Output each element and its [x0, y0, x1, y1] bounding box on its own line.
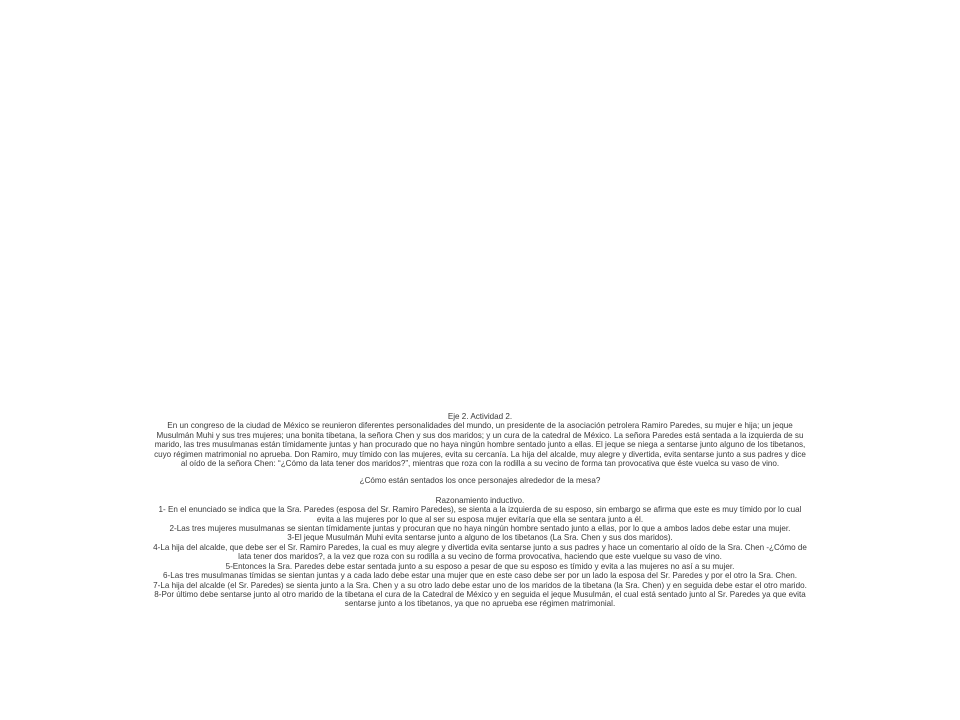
document-title: Eje 2. Actividad 2.	[447, 412, 513, 421]
step-7: 7-La hija del alcalde (el Sr. Paredes) se sienta junto a la Sra. Chen y a su otro lado debe estar uno de los maridos de la tibetana (la Sra. Chen) y en seguida debe estar el otro marido.	[153, 580, 807, 590]
step-1: 1- En el enunciado se indica que la Sra. Paredes (esposa del Sr. Ramiro Paredes), se sienta a la izquierda de su esposo, sin embargo se afirma que este es muy tímido por lo cual evita a las mujeres por lo que al ser su esposa mujer evitaría que ella se sentara junto a él.	[158, 505, 802, 524]
reasoning-heading: Razonamiento inductivo.	[435, 495, 525, 505]
step-3: 3-El jeque Musulmán Muhi evita sentarse junto a alguno de los tibetanos (La Sra. Chen y sus dos maridos).	[287, 533, 673, 543]
step-8: 8-Por último debe sentarse junto al otro marido de la tibetana el cura de la Catedral de México y en seguida el jeque Musulmán, el cual está sentado junto al Sr. Paredes ya que evita sentarse junto a los tibetanos, ya que no aprueba ese régimen matrimonial.	[154, 589, 806, 609]
problem-statement: En un congreso de la ciudad de México se reunieron diferentes personalidades del mundo, un presidente de la asociación petrolera Ramiro Paredes, su mujer e hija; un jeque Musulmán Muhi y sus tres mujeres; una bonita tibetana, la señora Chen y sus dos maridos; y un cura de la catedral de México. La señora Paredes está sentada a la izquierda de su marido, las tres musulmanas están tímidamente juntas y han procurado que no haya ningún hombre sentado junto a ellas. El jeque se niega a sentarse junto alguno de los tibetanos, cuyo régimen matrimonial no aprueba. Don Ramiro, muy tímido con las mujeres, evita su cercanía. La hija del alcalde, muy alegre y divertida, evita sentarse junto a sus padres y dice al oído de la señora Chen: “¿Cómo da lata tener dos maridos?”, mientras que roza con la rodilla a su vecino de forma tan provocativa que éste vuelca su vaso de vino.	[154, 421, 806, 469]
document-body	[150, 412, 810, 609]
question: ¿Cómo están sentados los once personajes alrededor de la mesa?	[359, 476, 601, 486]
step-5: 5-Entonces la Sra. Paredes debe estar sentada junto a su esposo a pesar de que su esposo es tímido y evita a las mujeres no así a su mujer.	[225, 561, 735, 571]
step-2: 2-Las tres mujeres musulmanas se sientan tímidamente juntas y procuran que no haya ningún hombre sentado junto a ellas, por lo que a ambos lados debe estar una mujer.	[169, 524, 791, 534]
step-6: 6-Las tres musulmanas tímidas se sientan juntas y a cada lado debe estar una mujer que en este caso debe ser por un lado la esposa del Sr. Paredes y por el otro la Sra. Chen.	[163, 571, 797, 581]
step-4: 4-La hija del alcalde, que debe ser el Sr. Ramiro Paredes, la cual es muy alegre y divertida evita sentarse junto a sus padres y hace un comentario al oído de la Sra. Chen -¿Cómo de lata tener dos maridos?, a la vez que roza con su rodilla a su vecino de forma provocativa, haciendo que este vuelque su vaso de vino.	[153, 542, 807, 562]
